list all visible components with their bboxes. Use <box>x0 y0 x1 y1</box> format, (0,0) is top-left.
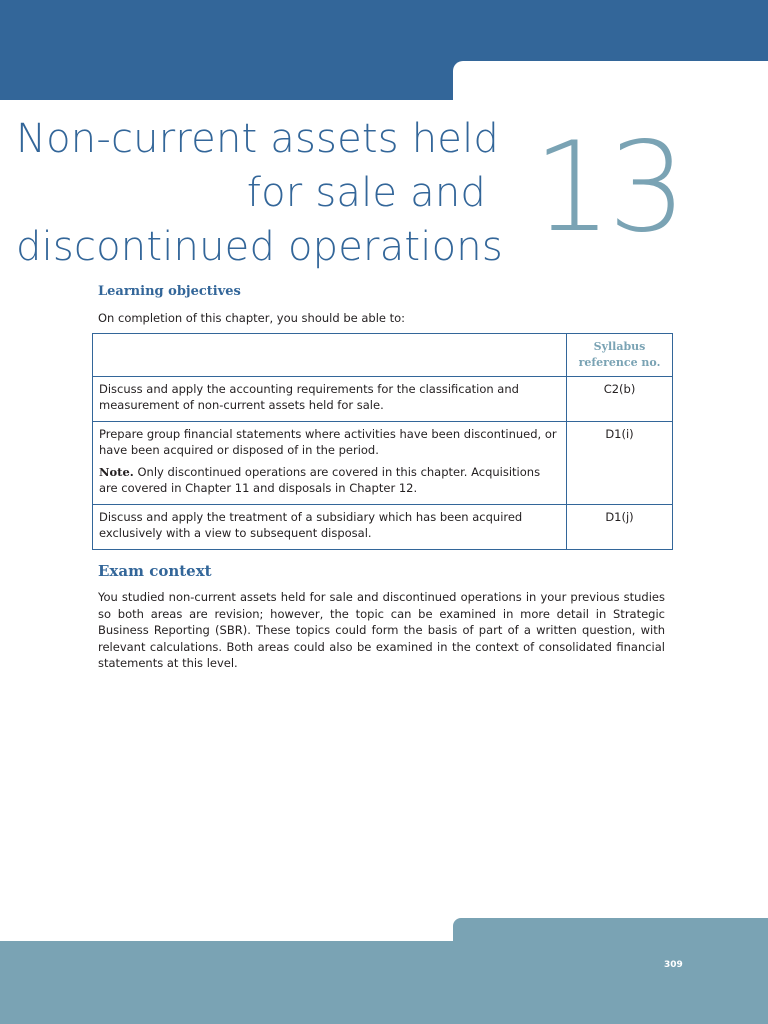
table-row <box>93 422 673 505</box>
objective-text: Discuss and apply the accounting requirements for the classification and measurement of non-current assets held for sale. <box>99 382 519 412</box>
table-row <box>93 505 673 550</box>
exam-context-heading: Exam context <box>98 562 212 580</box>
exam-context-body: You studied non-current assets held for sale and discontinued operations in your previous studies so both areas are revision; however, the topic can be examined in more detail in Strategic Business Reporting (SBR). These topics could form the basis of part of a written question, with relevant calculations. Both areas could also be examined in the context of consolidated financial statements at this level. <box>98 590 665 670</box>
objective-cell <box>93 505 567 550</box>
objective-cell <box>93 422 567 505</box>
objective-note <box>99 464 560 496</box>
syllabus-reference-cell: C2(b) <box>567 377 673 422</box>
objective-text: Discuss and apply the treatment of a subsidiary which has been acquired exclusively with a view to subsequent disposal. <box>99 510 523 540</box>
table-row <box>93 377 673 422</box>
chapter-title <box>16 112 503 274</box>
note-label: Note. <box>99 465 134 479</box>
page-number: 309 <box>664 960 683 970</box>
header-tab-cutout <box>453 61 768 106</box>
note-text: Only discontinued operations are covered in this chapter. Acquisitions are covered in Chapter 11 and disposals in Chapter 12. <box>99 465 541 495</box>
learning-objectives-heading: Learning objectives <box>98 284 241 299</box>
objectives-header-blank-cell <box>93 334 567 377</box>
syllabus-reference-header: Syllabus reference no. <box>567 334 673 377</box>
chapter-title-line-2: for sale and <box>246 170 486 216</box>
syllabus-reference-cell: D1(i) <box>567 422 673 505</box>
chapter-title-line-3: discontinued operations <box>16 224 503 270</box>
objective-text: Prepare group financial statements where activities have been discontinued, or have been acquired or disposed of in the period. <box>99 427 557 457</box>
footer-band <box>0 941 768 1024</box>
objectives-table <box>92 333 673 550</box>
objectives-table-header-row <box>93 334 673 377</box>
learning-objectives-intro: On completion of this chapter, you should be able to: <box>98 311 406 325</box>
objective-cell <box>93 377 567 422</box>
syllabus-reference-cell: D1(j) <box>567 505 673 550</box>
chapter-number: 13 <box>533 116 683 260</box>
chapter-title-line-1: Non-current assets held <box>16 116 499 162</box>
